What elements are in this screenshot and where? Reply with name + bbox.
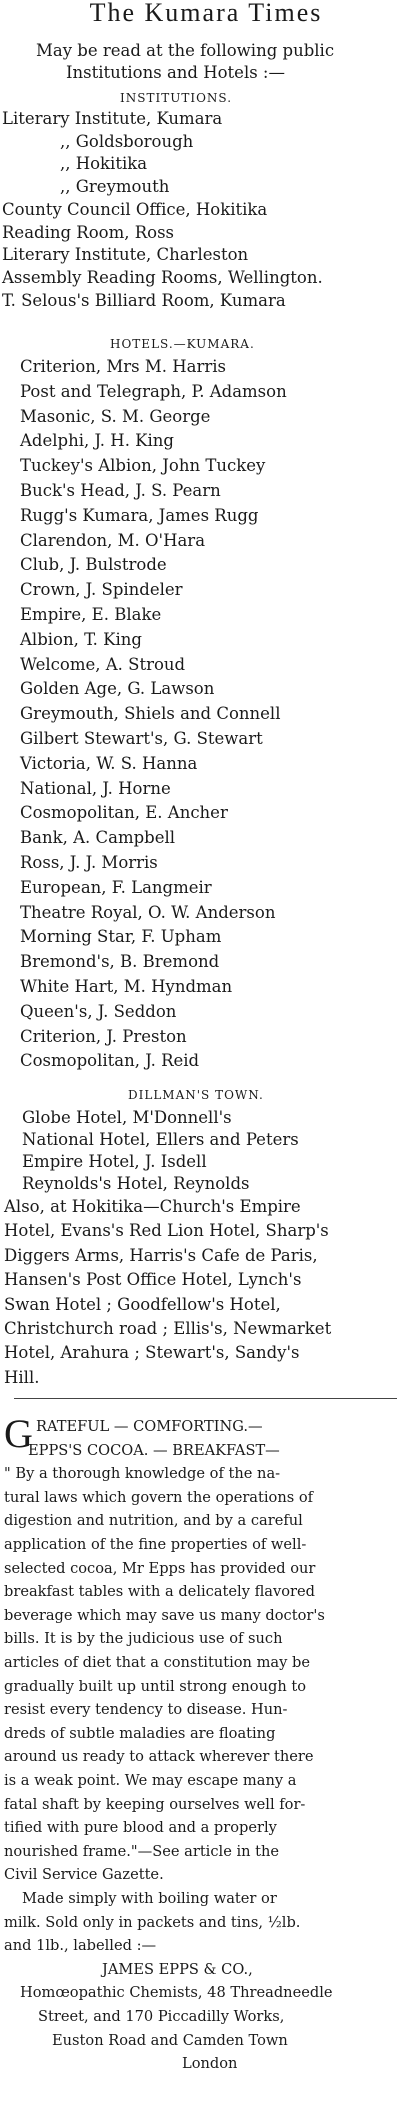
institution-item: Literary Institute, Charleston	[2, 245, 249, 265]
advert-line: tural laws which govern the operations of	[4, 1488, 314, 1506]
hotel-listing: Rugg's Kumara, James Rugg	[20, 505, 259, 525]
hotel-listing: Post and Telegraph, P. Adamson	[20, 381, 287, 401]
hotel-listing: Golden Age, G. Lawson	[20, 679, 215, 699]
hotel-listing: Crown, J. Spindeler	[20, 580, 183, 600]
hotel-listing: Cosmopolitan, J. Reid	[20, 1051, 200, 1071]
advert-line: is a weak point. We may escape many a	[4, 1772, 297, 1789]
advert-line: bills. It is by the judicious use of such	[4, 1630, 283, 1648]
institution-item: Reading Room, Ross	[2, 222, 175, 242]
also-hokitika-line: Swan Hotel ; Goodfellow's Hotel,	[4, 1294, 281, 1314]
hotel-listing: Adelphi, J. H. King	[20, 431, 174, 451]
advert-line: JAMES EPPS & CO.,	[102, 1960, 253, 1978]
hotels-kumara-heading: HOTELS.—KUMARA.	[110, 337, 255, 351]
institutions-heading: INSTITUTIONS.	[120, 91, 233, 105]
advert-divider	[14, 1398, 397, 1399]
hotel-listing: Tuckey's Albion, John Tuckey	[20, 456, 266, 476]
advert-line: articles of diet that a constitution may be	[4, 1654, 310, 1671]
hotel-listing: Bank, A. Campbell	[20, 828, 176, 848]
hotel-listing: Cosmopolitan, E. Ancher	[20, 803, 228, 823]
hotel-listing: Theatre Royal, O. W. Anderson	[20, 902, 276, 922]
hotel-listing: National, J. Horne	[20, 778, 171, 798]
advert-line: resist every tendency to disease. Hun-	[4, 1701, 288, 1719]
advert-line: Homœopathic Chemists, 48 Threadneedle	[20, 1984, 333, 2002]
advert-line: application of the fine properties of well-	[4, 1536, 307, 1553]
institution-item: County Council Office, Hokitika	[2, 199, 268, 219]
hotel-listing: Bremond's, B. Bremond	[20, 952, 220, 972]
advert-line: London	[182, 2055, 238, 2073]
hotel-listing: Criterion, J. Preston	[20, 1026, 187, 1046]
hotel-listing: Club, J. Bulstrode	[20, 555, 167, 575]
hotel-listing: Morning Star, F. Upham	[20, 927, 222, 947]
hotel-listing: Victoria, W. S. Hanna	[20, 753, 198, 773]
hotel-listing: European, F. Langmeir	[20, 877, 212, 897]
also-hokitika-line: Hill.	[4, 1367, 40, 1387]
also-hokitika-line: Hansen's Post Office Hotel, Lynch's	[4, 1270, 302, 1290]
also-hokitika-line: Diggers Arms, Harris's Cafe de Paris,	[4, 1245, 318, 1265]
intro-line-2: Institutions and Hotels :—	[66, 63, 285, 82]
also-hokitika-line: Hotel, Arahura ; Stewart's, Sandy's	[4, 1343, 300, 1363]
hotel-listing: Welcome, A. Stroud	[20, 654, 186, 674]
institution-item: ,, Greymouth	[60, 177, 170, 197]
advert-dropcap: G	[4, 1411, 33, 1456]
dillmans-hotel: Globe Hotel, M'Donnell's	[22, 1108, 232, 1127]
intro-line-1: May be read at the following public	[36, 41, 335, 60]
also-hokitika-line: Also, at Hokitika—Church's Empire	[4, 1197, 301, 1216]
advert-line: fatal shaft by keeping ourselves well for-	[4, 1795, 306, 1813]
hotel-listing: Empire, E. Blake	[20, 605, 162, 624]
hotel-listing: Ross, J. J. Morris	[20, 853, 158, 872]
also-hokitika-line: Christchurch road ; Ellis's, Newmarket	[4, 1319, 332, 1338]
advert-line: selected cocoa, Mr Epps has provided our	[4, 1559, 316, 1577]
institution-item: ,, Hokitika	[60, 154, 148, 174]
advert-line: dreds of subtle maladies are floating	[4, 1724, 276, 1742]
institution-item: Assembly Reading Rooms, Wellington.	[2, 267, 323, 287]
advert-line: RATEFUL — COMFORTING.—	[36, 1418, 263, 1435]
institution-item: Literary Institute, Kumara	[2, 109, 223, 128]
institution-item: T. Selous's Billiard Room, Kumara	[2, 290, 286, 310]
dillmans-hotel: National Hotel, Ellers and Peters	[22, 1130, 299, 1149]
advert-line: Made simply with boiling water or	[22, 1890, 277, 1907]
masthead-title: The Kumara Times	[89, 0, 323, 27]
hotel-listing: Albion, T. King	[20, 629, 142, 649]
hotel-listing: Buck's Head, J. S. Pearn	[20, 481, 221, 500]
dillmans-hotel: Empire Hotel, J. Isdell	[22, 1152, 207, 1171]
advert-line: tified with pure blood and a properly	[4, 1819, 277, 1837]
hotel-listing: Criterion, Mrs M. Harris	[20, 357, 227, 376]
advert-line: Euston Road and Camden Town	[52, 2031, 288, 2049]
hotel-listing: Queen's, J. Seddon	[20, 1001, 177, 1021]
institution-item: ,, Goldsborough	[60, 131, 194, 151]
advert-line: EPPS'S COCOA. — BREAKFAST—	[28, 1441, 280, 1459]
advert-line: breakfast tables with a delicately flavored	[4, 1583, 315, 1601]
advert-line: nourished frame."—See article in the	[4, 1842, 280, 1860]
advert-line: digestion and nutrition, and by a careful	[4, 1512, 303, 1530]
also-hokitika-line: Hotel, Evans's Red Lion Hotel, Sharp's	[4, 1221, 329, 1241]
advert-line: " By a thorough knowledge of the na-	[4, 1465, 281, 1483]
advert-line: gradually built up until strong enough to	[4, 1677, 307, 1695]
advert-line: beverage which may save us many doctor's	[4, 1606, 325, 1624]
advert-line: Civil Service Gazette.	[4, 1866, 164, 1884]
advert-line: milk. Sold only in packets and tins, ½lb.	[4, 1913, 301, 1931]
hotel-listing: Clarendon, M. O'Hara	[20, 530, 206, 550]
dillmans-heading: DILLMAN'S TOWN.	[128, 1088, 264, 1102]
advert-line: and 1lb., labelled :—	[4, 1937, 157, 1955]
advert-line: around us ready to attack wherever there	[4, 1748, 314, 1766]
dillmans-hotel: Reynolds's Hotel, Reynolds	[22, 1174, 250, 1193]
hotel-listing: Greymouth, Shiels and Connell	[20, 704, 281, 724]
advert-line: Street, and 170 Piccadilly Works,	[38, 2008, 285, 2025]
hotel-listing: Gilbert Stewart's, G. Stewart	[20, 729, 263, 748]
hotel-listing: Masonic, S. M. George	[20, 406, 211, 426]
hotel-listing: White Hart, M. Hyndman	[20, 977, 233, 996]
